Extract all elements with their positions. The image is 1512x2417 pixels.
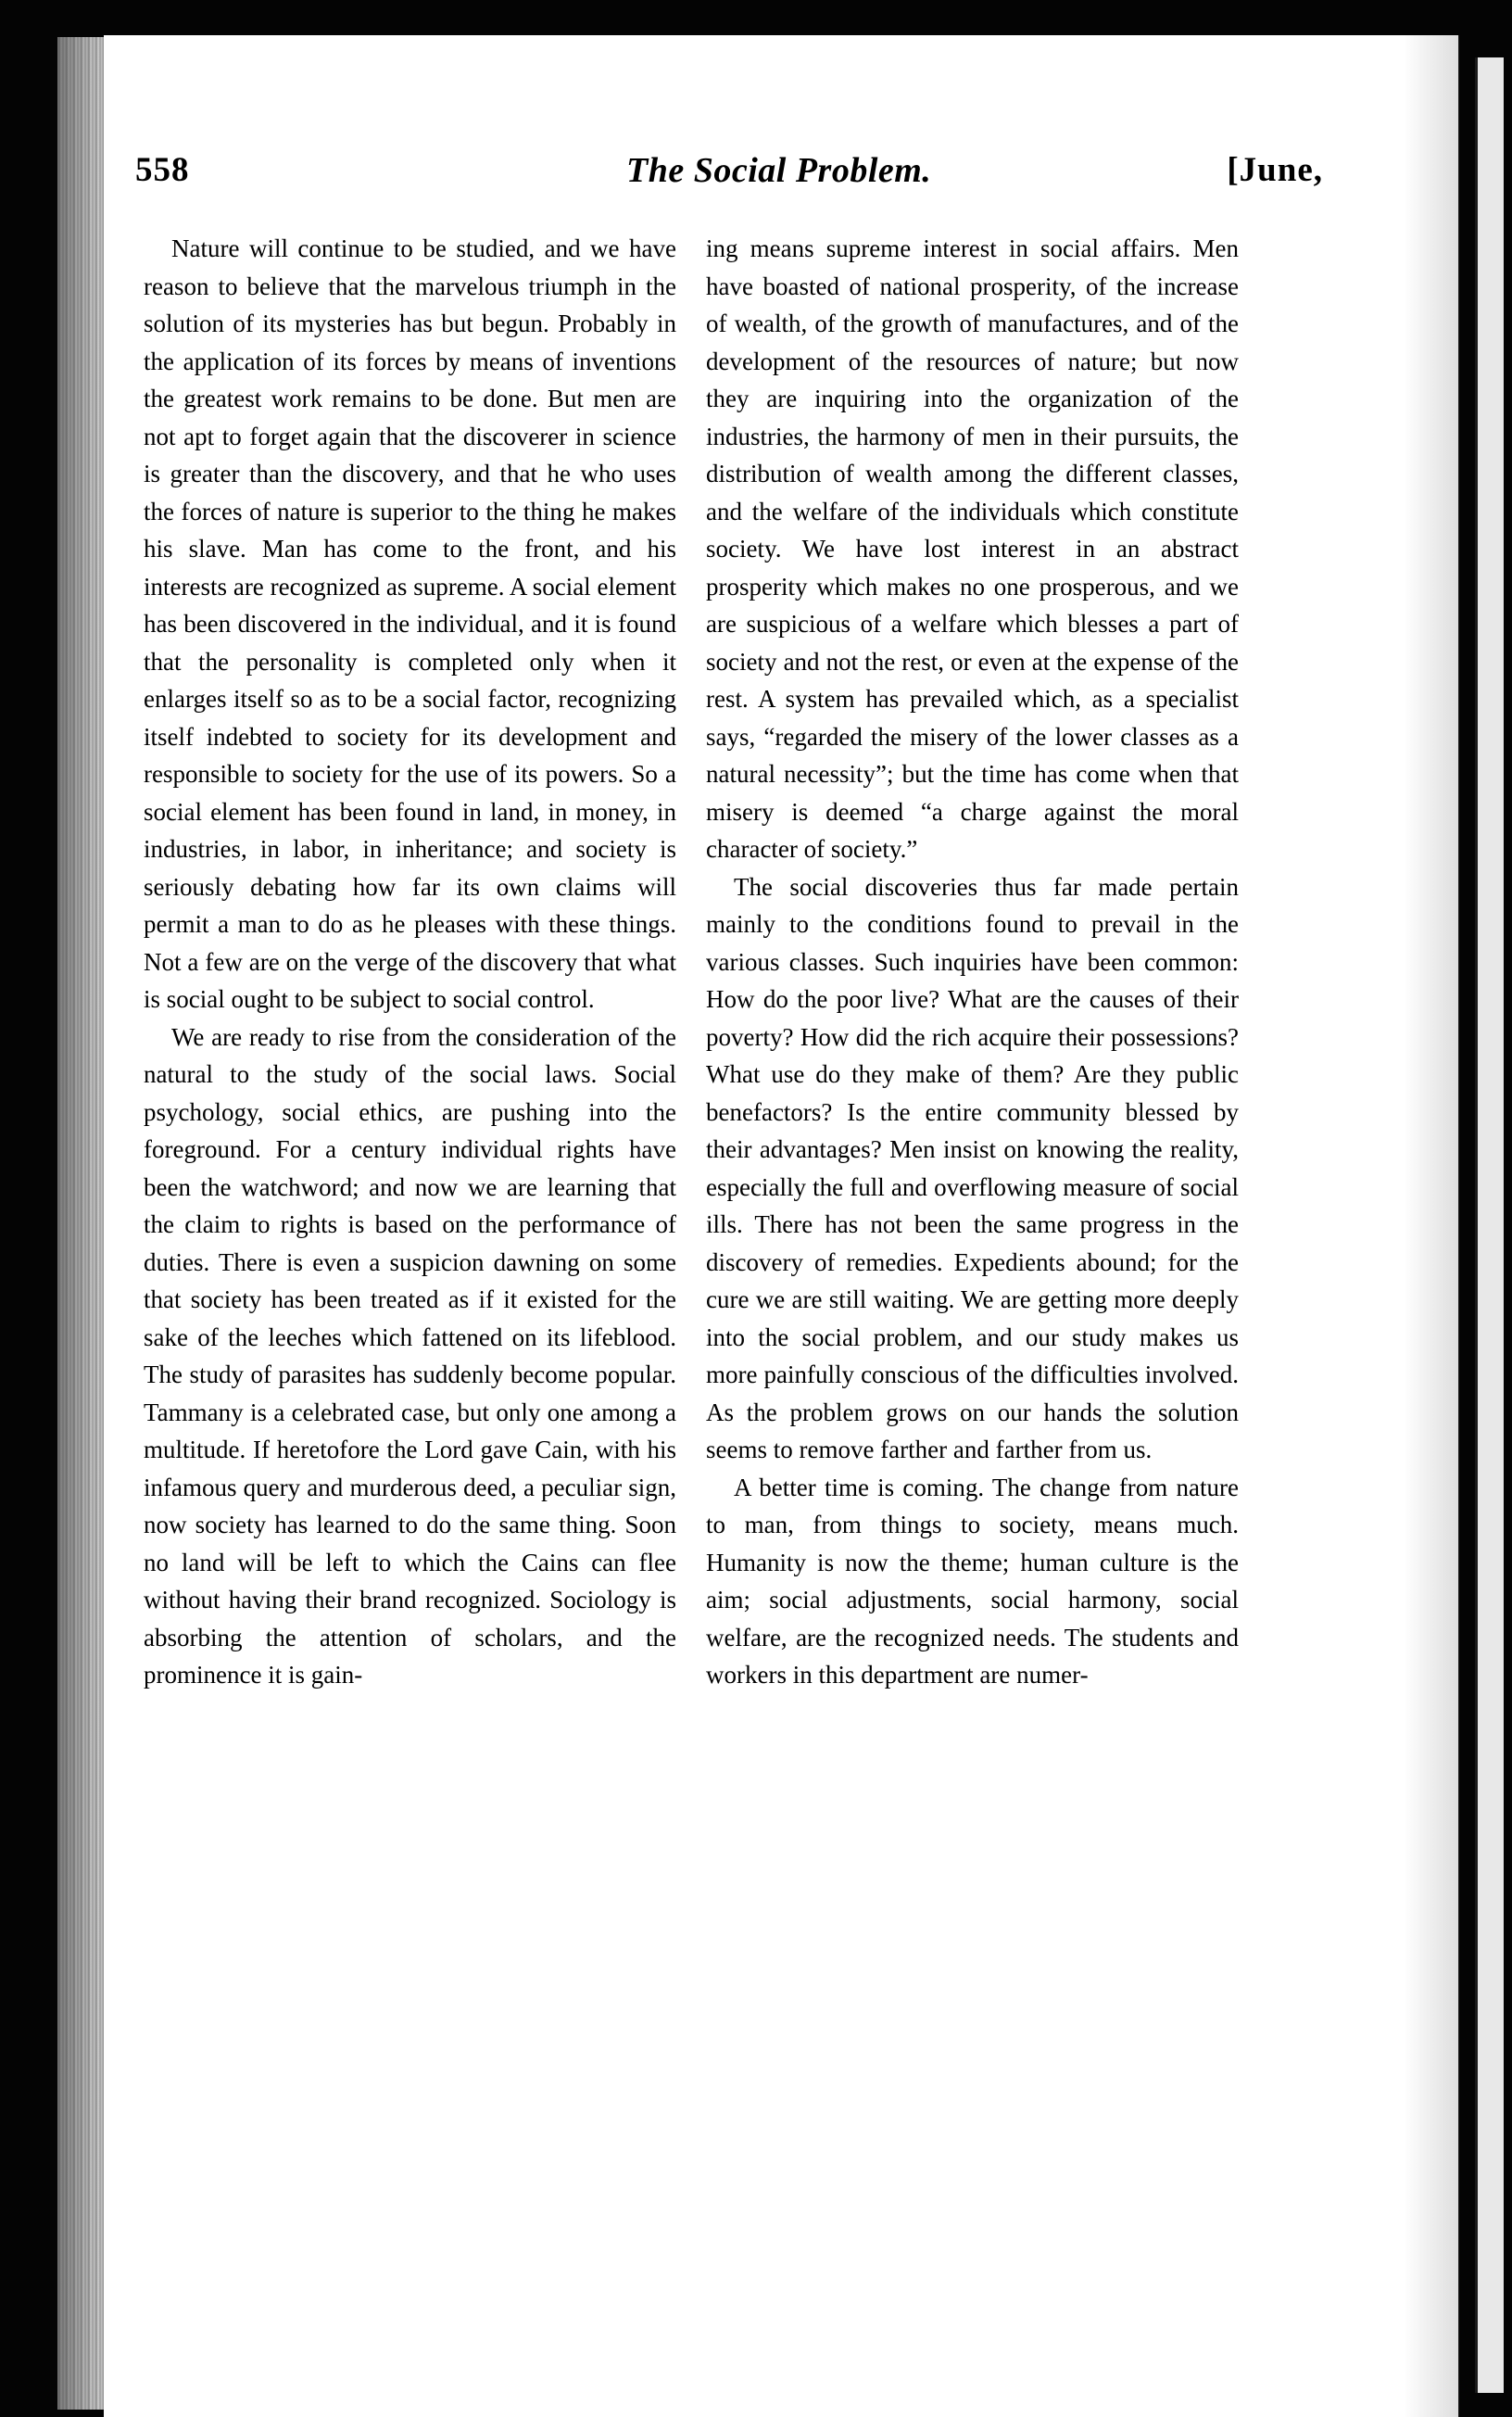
right-text-column xyxy=(706,230,1239,1694)
paragraph: We are ready to rise from the consideration of the natural to the study of the social laws. Social psychology, social ethics, are pushing into the foreground. For a century individual rights have been the watchword; and now we are learning that the claim to rights is based on the performance of duties. There is even a suspicion dawning on some that society has been treated as if it existed for the sake of the leeches which fattened on its lifeblood. The study of parasites has suddenly become popular. Tammany is a celebrated case, but only one among a multitude. If heretofore the Lord gave Cain, with his infamous query and murderous deed, a peculiar sign, now society has learned to do the same thing. Soon no land will be left to which the Cains can flee without having their brand recognized. Sociology is absorbing the attention of scholars, and the prominence it is gain- xyxy=(144,1022,676,1689)
running-title: The Social Problem. xyxy=(626,151,932,190)
paragraph-continued: ing means supreme interest in social affairs. Men have boasted of national prosperity, of the increase of wealth, of the growth of manufactures, and of the development of the resources of nature; but now they are inquiring into the organization of the industries, the harmony of men in their pursuits, the distribution of wealth among the different classes, and the welfare of the individuals which constitute society. We have lost interest in an abstract prosperity which makes no one prosperous, and we are suspicious of a welfare which blesses a part of society and not the rest, or even at the expense of the rest. A system has prevailed which, as a specialist says, “regarded the misery of the lower classes as a natural necessity”; but the time has come when that misery is deemed “a charge against the moral character of society.” xyxy=(706,234,1239,863)
paragraph: Nature will continue to be studied, and we have reason to believe that the marvelous triumph in the solution of its mysteries has but begun. Probably in the application of its forces by means of inventions the greatest work remains to be done. But men are not apt to forget again that the discoverer in science is greater than the discovery, and that he who uses the forces of nature is superior to the thing he makes his slave. Man has come to the front, and his interests are recognized as supreme. A social element has been discovered in the individual, and it is found that the personality is completed only when it enlarges itself so as to be a social factor, recognizing itself indebted to society for its development and responsible to society for the use of its powers. So a social element has been found in land, in money, in industries, in labor, in inheritance; and society is seriously debating how far its own claims will permit a man to do as he pleases with these things. Not a few are on the verge of the discovery that what is social ought to be subject to social control. xyxy=(144,234,676,1013)
paragraph: The social discoveries thus far made pertain mainly to the conditions found to prevail in the various classes. Such inquiries have been common: How do the poor live? What are the causes of their poverty? How did the rich acquire their possessions? What use do they make of them? Are they public benefactors? Is the entire community blessed by their advantages? Men insist on knowing the reality, especially the full and overflowing measure of social ills. There has not been the same progress in the discovery of remedies. Expedients abound; for the cure we are still waiting. We are getting more deeply into the social problem, and our study makes us more painfully conscious of the difficulties involved. As the problem grows on our hands the solution seems to remove farther and farther from us. xyxy=(706,872,1239,1463)
facing-page-edge xyxy=(1475,57,1504,2393)
page-number: 558 xyxy=(135,151,190,189)
issue-date-mark: [June, xyxy=(1227,151,1323,189)
gutter-shadow xyxy=(1404,35,1459,2417)
left-text-column xyxy=(144,230,676,1694)
paragraph: A better time is coming. The change from nature to man, from things to society, means much. Humanity is now the theme; human culture is the aim; social adjustments, social harmony, social welfare, are the recognized needs. The students and workers in this department are numer- xyxy=(706,1473,1239,1689)
running-head xyxy=(135,150,1340,215)
